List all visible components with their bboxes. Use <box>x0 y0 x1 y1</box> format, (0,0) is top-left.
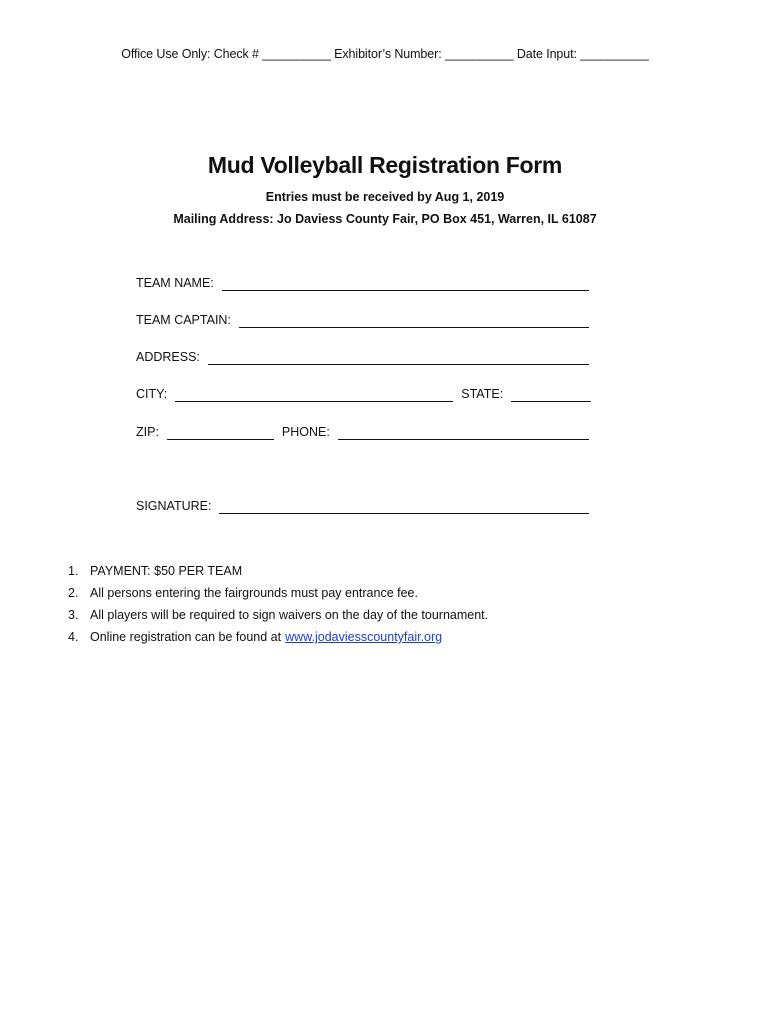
signature-field[interactable] <box>219 498 589 514</box>
team-name-row <box>136 273 589 291</box>
city-label: CITY: <box>136 387 168 401</box>
zip-label: ZIP: <box>136 425 159 439</box>
team-captain-label: TEAM CAPTAIN: <box>136 313 231 327</box>
list-number: 2. <box>68 586 79 600</box>
list-item <box>68 562 688 584</box>
form-title: Mud Volleyball Registration Form <box>207 152 563 178</box>
city-state-row <box>136 384 589 402</box>
signature-label: SIGNATURE: <box>136 499 212 513</box>
address-label: ADDRESS: <box>136 350 200 364</box>
team-name-field[interactable] <box>222 275 589 291</box>
address-row <box>136 347 589 365</box>
list-item <box>68 606 688 628</box>
note-text: PAYMENT: $50 PER TEAM <box>90 564 243 578</box>
list-item <box>68 628 688 650</box>
team-name-label: TEAM NAME: <box>136 276 214 290</box>
address-field[interactable] <box>208 349 589 365</box>
list-item <box>68 584 688 606</box>
note-text: Online registration can be found at <box>90 630 282 644</box>
note-text: All players will be required to sign waivers on the day of the tournament. <box>90 608 489 622</box>
note-text: All persons entering the fairgrounds must pay entrance fee. <box>90 586 418 600</box>
list-number: 4. <box>68 630 79 644</box>
notes-list <box>68 562 688 650</box>
phone-label: PHONE: <box>281 425 330 439</box>
team-captain-field[interactable] <box>239 312 589 328</box>
state-field[interactable] <box>511 386 591 402</box>
team-captain-row <box>136 310 589 328</box>
fair-website-link[interactable]: www.jodaviesscountyfair.org <box>285 630 443 644</box>
state-label: STATE: <box>461 387 504 401</box>
signature-row <box>136 496 589 514</box>
city-field[interactable] <box>175 386 453 402</box>
entry-deadline: Entries must be received by Aug 1, 2019 <box>265 190 505 204</box>
zip-field[interactable] <box>167 424 274 440</box>
office-use-line: Office Use Only: Check # __________ Exhibitor’s Number: __________ Date Input: __________ <box>121 47 649 61</box>
list-number: 1. <box>68 564 79 578</box>
zip-phone-row <box>136 422 589 440</box>
list-number: 3. <box>68 608 79 622</box>
mailing-address: Mailing Address: Jo Daviess County Fair, PO Box 451, Warren, IL 61087 <box>173 212 597 226</box>
phone-field[interactable] <box>338 424 589 440</box>
